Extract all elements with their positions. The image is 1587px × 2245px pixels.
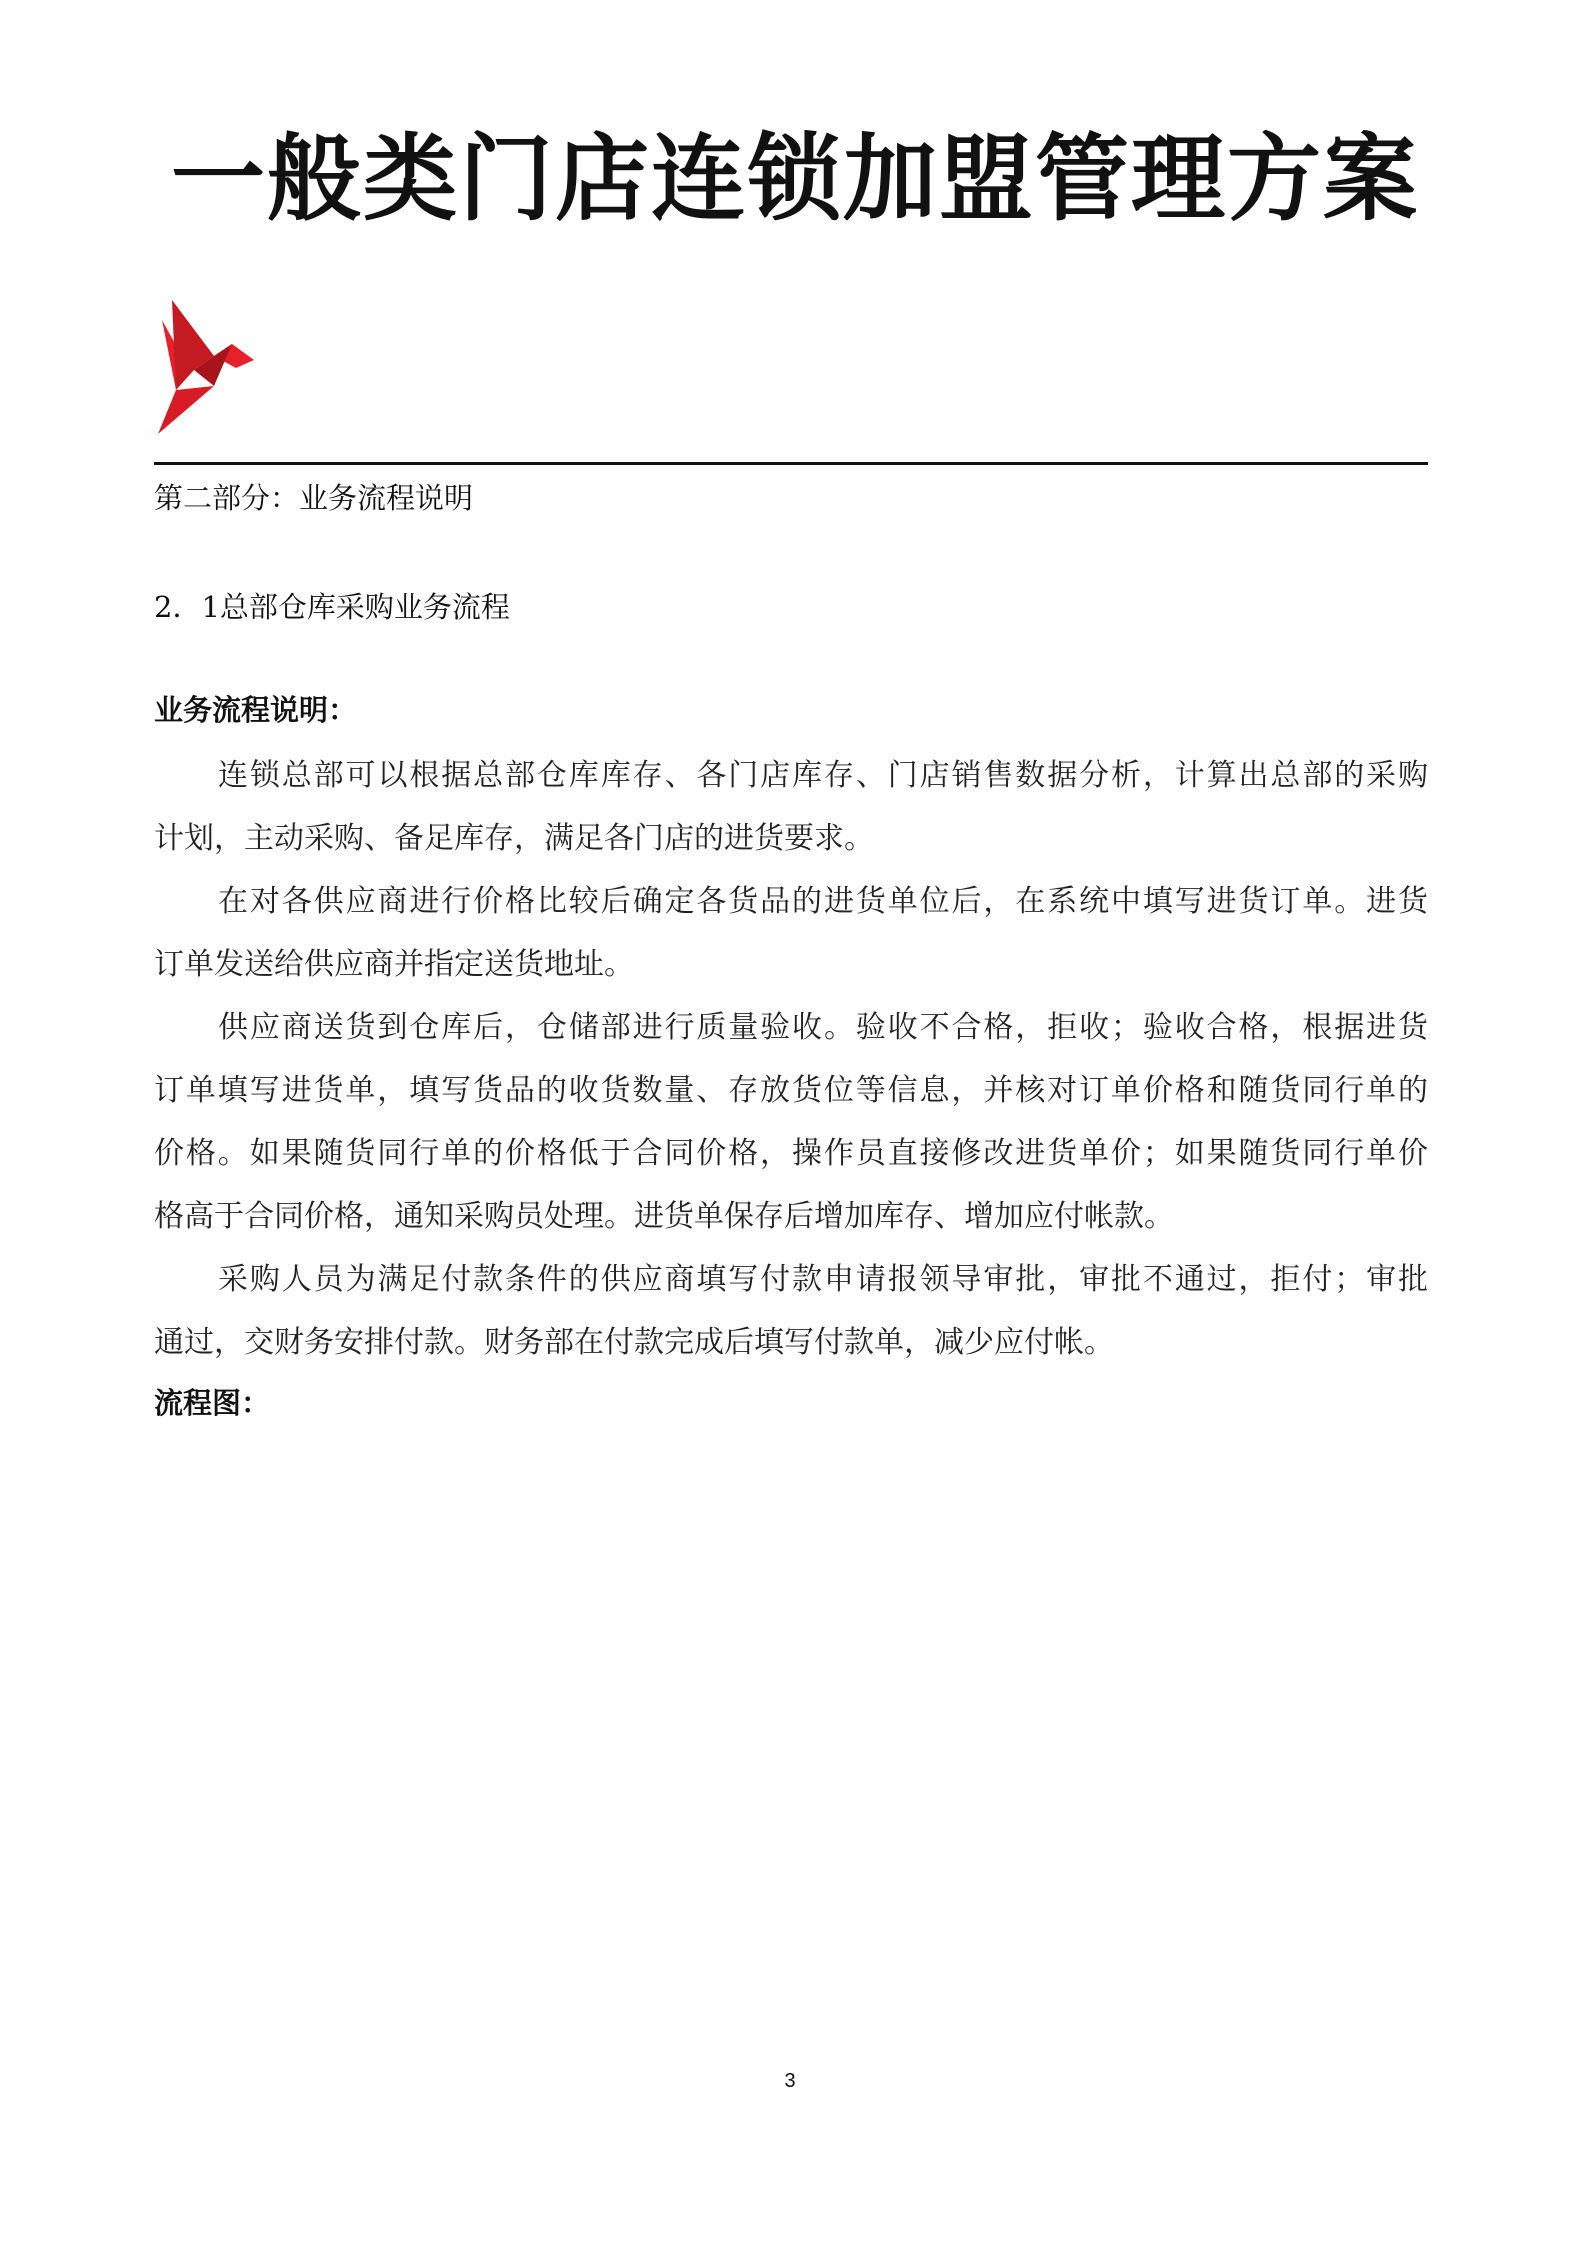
page-number: 3	[784, 2070, 796, 2092]
paragraph	[154, 996, 1428, 1248]
paragraph-line: 连锁总部可以根据总部仓库库存、各门店库存、门店销售数据分析，计算出总部的采购	[218, 758, 1428, 793]
paragraph-line: 订单发送给供应商并指定送货地址。	[154, 947, 634, 982]
paragraph-line: 格高于合同价格，通知采购员处理。进货单保存后增加库存、增加应付帐款。	[154, 1199, 1174, 1234]
paragraph-line: 订单填写进货单，填写货品的收货数量、存放货位等信息，并核对订单价格和随货同行单的	[154, 1073, 1428, 1108]
origami-bird-logo	[154, 300, 278, 434]
description-label: 业务流程说明：	[154, 693, 358, 727]
section-heading: 第二部分：业务流程说明	[154, 481, 474, 515]
paragraph	[154, 744, 1428, 870]
subsection-heading: 2．1总部仓库采购业务流程	[154, 590, 510, 624]
paragraph-line: 供应商送货到仓库后，仓储部进行质量验收。验收不合格，拒收；验收合格，根据进货	[218, 1010, 1428, 1045]
paragraph-line: 价格。如果随货同行单的价格低于合同价格，操作员直接修改进货单价；如果随货同行单价	[154, 1136, 1428, 1171]
paragraph	[154, 1248, 1428, 1374]
paragraph-line: 计划，主动采购、备足库存，满足各门店的进货要求。	[154, 821, 874, 856]
body-text	[154, 744, 1428, 1374]
document-title: 一般类门店连锁加盟管理方案	[170, 125, 1419, 234]
paragraph-line: 在对各供应商进行价格比较后确定各货品的进货单位后，在系统中填写进货订单。进货	[218, 884, 1428, 919]
paragraph	[154, 870, 1428, 996]
header-divider	[154, 462, 1428, 465]
paragraph-line: 采购人员为满足付款条件的供应商填写付款申请报领导审批，审批不通过，拒付；审批	[218, 1262, 1428, 1297]
flowchart-label: 流程图：	[154, 1386, 271, 1420]
paragraph-line: 通过，交财务安排付款。财务部在付款完成后填写付款单，减少应付帐。	[154, 1325, 1114, 1360]
